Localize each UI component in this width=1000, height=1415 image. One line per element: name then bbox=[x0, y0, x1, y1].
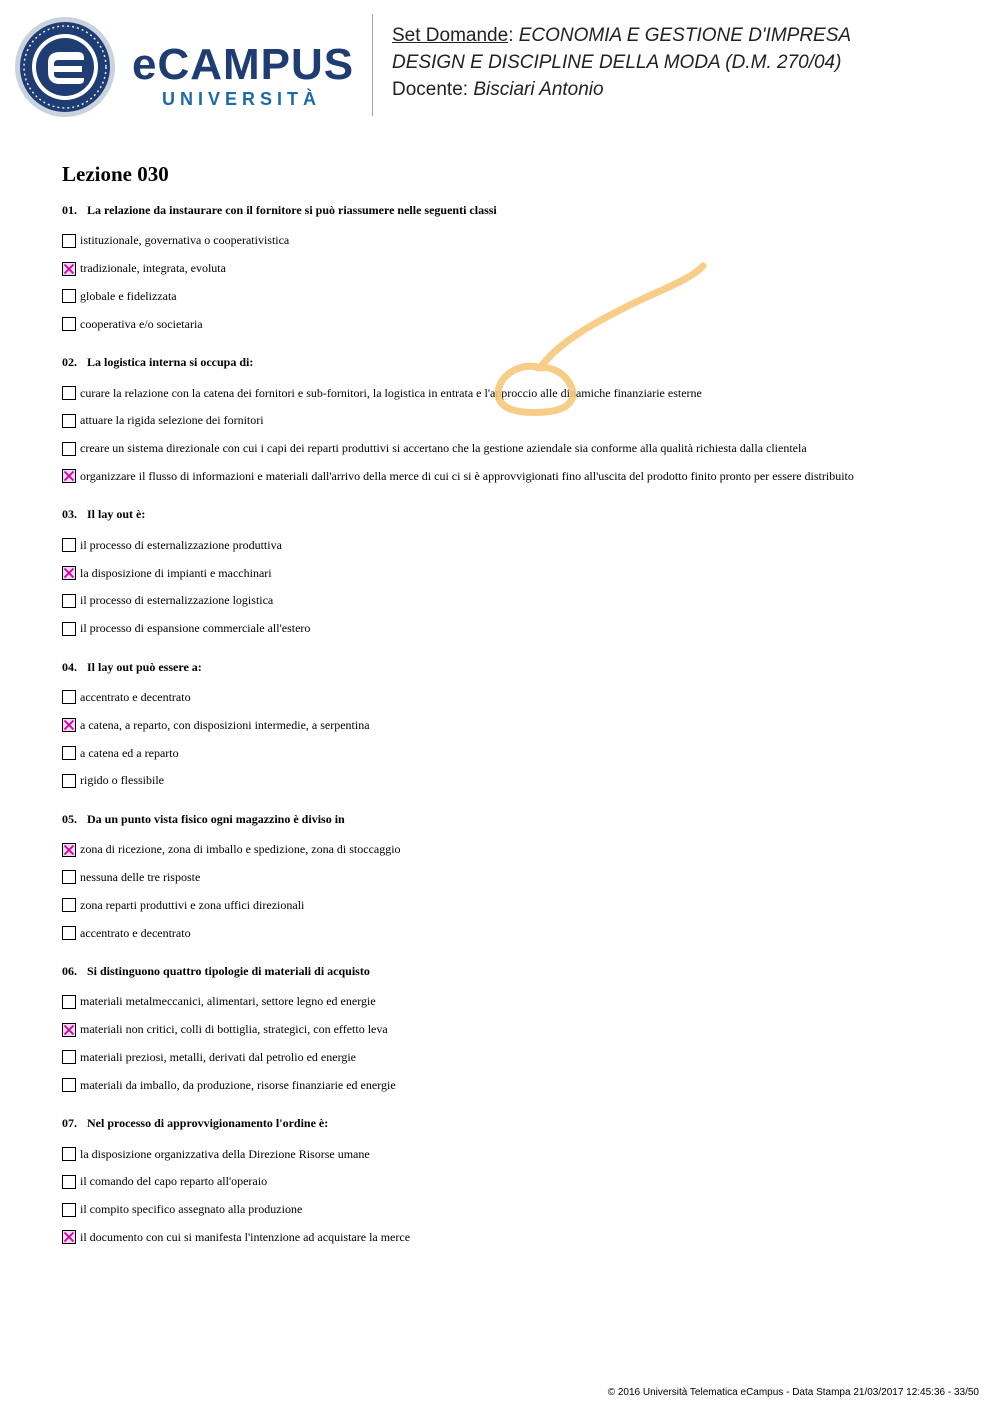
question-number: 07. bbox=[62, 1116, 77, 1131]
question-number: 05. bbox=[62, 811, 77, 826]
question-text: Il lay out può essere a: bbox=[87, 659, 202, 674]
answer-text: a catena, a reparto, con disposizioni intermedie, a serpentina bbox=[80, 717, 370, 732]
header-info bbox=[392, 22, 851, 103]
answer-text: il processo di espansione commerciale all'estero bbox=[80, 621, 311, 636]
checked-checkbox-icon[interactable] bbox=[62, 718, 76, 732]
checked-checkbox-icon[interactable] bbox=[62, 843, 76, 857]
answer-option[interactable] bbox=[62, 283, 962, 311]
answer-option[interactable] bbox=[62, 836, 962, 864]
question-number: 02. bbox=[62, 355, 77, 370]
question-title bbox=[62, 200, 962, 220]
answer-text: il comando del capo reparto all'operaio bbox=[80, 1174, 268, 1189]
question-title bbox=[62, 657, 962, 677]
answer-text: rigido o flessibile bbox=[80, 773, 164, 788]
answer-option[interactable] bbox=[62, 463, 962, 491]
answer-text: accentrato e decentrato bbox=[80, 689, 191, 704]
teacher-name: Bisciari Antonio bbox=[473, 79, 604, 100]
answer-text: materiali metalmeccanici, alimentari, settore legno ed energie bbox=[80, 994, 376, 1009]
question-number: 06. bbox=[62, 963, 77, 978]
question-block bbox=[62, 1113, 962, 1251]
page-footer: © 2016 Università Telematica eCampus - Data Stampa 21/03/2017 12:45:36 - 33/50 bbox=[607, 1387, 979, 1398]
question-text: Da un punto vista fisico ogni magazzino è diviso in bbox=[87, 811, 345, 826]
cross-mark-icon bbox=[63, 263, 75, 275]
answer-option[interactable] bbox=[62, 1224, 962, 1252]
answer-text: a catena ed a reparto bbox=[80, 745, 179, 760]
checkbox-icon[interactable] bbox=[62, 622, 76, 636]
checkbox-icon[interactable] bbox=[62, 1147, 76, 1161]
answer-option[interactable] bbox=[62, 891, 962, 919]
answer-text: tradizionale, integrata, evoluta bbox=[80, 261, 226, 276]
answer-option[interactable] bbox=[62, 379, 962, 407]
answer-text: il processo di esternalizzazione produttiva bbox=[80, 537, 282, 552]
header-line-3: Docente: Bisciari Antonio bbox=[392, 79, 604, 100]
answer-text: creare un sistema direzionale con cui i capi dei reparti produttivi si accertano che la gestione aziendale sia conforme alla qualità richiesta dalla clientela bbox=[80, 441, 807, 456]
checkbox-icon[interactable] bbox=[62, 774, 76, 788]
checkbox-icon[interactable] bbox=[62, 690, 76, 704]
answer-option[interactable] bbox=[62, 435, 962, 463]
answer-text: il processo di esternalizzazione logistica bbox=[80, 593, 274, 608]
answer-option[interactable] bbox=[62, 227, 962, 255]
question-title bbox=[62, 504, 962, 524]
answer-text: la disposizione di impianti e macchinari bbox=[80, 565, 272, 580]
answer-text: materiali da imballo, da produzione, risorse finanziarie ed energie bbox=[80, 1077, 396, 1092]
cross-mark-icon bbox=[63, 719, 75, 731]
question-block bbox=[62, 809, 962, 947]
question-block bbox=[62, 352, 962, 490]
answer-option[interactable] bbox=[62, 587, 962, 615]
answer-option[interactable] bbox=[62, 1168, 962, 1196]
answer-text: la disposizione organizzativa della Direzione Risorse umane bbox=[80, 1146, 370, 1161]
cross-mark-icon bbox=[63, 1024, 75, 1036]
answer-option[interactable] bbox=[62, 1071, 962, 1099]
answer-option[interactable] bbox=[62, 1196, 962, 1224]
answer-text: materiali non critici, colli di bottiglia, strategici, con effetto leva bbox=[80, 1022, 388, 1037]
answer-option[interactable] bbox=[62, 559, 962, 587]
question-number: 03. bbox=[62, 507, 77, 522]
checked-checkbox-icon[interactable] bbox=[62, 469, 76, 483]
page-header bbox=[0, 0, 1000, 130]
question-text: Si distinguono quattro tipologie di materiali di acquisto bbox=[87, 963, 370, 978]
answer-text: il documento con cui si manifesta l'intenzione ad acquistare la merce bbox=[80, 1229, 411, 1244]
cross-mark-icon bbox=[63, 470, 75, 482]
answer-option[interactable] bbox=[62, 739, 962, 767]
header-divider bbox=[372, 14, 373, 116]
question-list bbox=[62, 200, 962, 1265]
answer-text: zona di ricezione, zona di imballo e spedizione, zona di stoccaggio bbox=[80, 842, 401, 857]
question-title bbox=[62, 1113, 962, 1133]
checkbox-icon[interactable] bbox=[62, 995, 76, 1009]
answer-option[interactable] bbox=[62, 407, 962, 435]
checkbox-icon[interactable] bbox=[62, 442, 76, 456]
checked-checkbox-icon[interactable] bbox=[62, 1230, 76, 1244]
checkbox-icon[interactable] bbox=[62, 1078, 76, 1092]
question-text: Il lay out è: bbox=[87, 507, 146, 522]
cross-mark-icon bbox=[63, 567, 75, 579]
checkbox-icon[interactable] bbox=[62, 289, 76, 303]
question-title bbox=[62, 809, 962, 829]
question-text: La logistica interna si occupa di: bbox=[87, 355, 254, 370]
answer-option[interactable] bbox=[62, 919, 962, 947]
lesson-title: Lezione 030 bbox=[62, 162, 169, 186]
header-line-1: Set Domande: ECONOMIA E GESTIONE D'IMPRESA bbox=[392, 25, 852, 46]
checkbox-icon[interactable] bbox=[62, 1050, 76, 1064]
answer-text: materiali preziosi, metalli, derivati dal petrolio ed energie bbox=[80, 1049, 357, 1064]
question-text: Nel processo di approvvigionamento l'ordine è: bbox=[87, 1116, 329, 1131]
answer-text: zona reparti produttivi e zona uffici direzionali bbox=[80, 897, 305, 912]
checkbox-icon[interactable] bbox=[62, 926, 76, 940]
question-title bbox=[62, 352, 962, 372]
question-block bbox=[62, 961, 962, 1099]
checkbox-icon[interactable] bbox=[62, 1203, 76, 1217]
answer-option[interactable] bbox=[62, 1140, 962, 1168]
answer-text: cooperativa e/o societaria bbox=[80, 316, 203, 331]
question-number: 04. bbox=[62, 659, 77, 674]
checked-checkbox-icon[interactable] bbox=[62, 1023, 76, 1037]
teacher-label: Docente bbox=[392, 79, 463, 100]
answer-option[interactable] bbox=[62, 684, 962, 712]
cross-mark-icon bbox=[63, 1231, 75, 1243]
answer-option[interactable] bbox=[62, 767, 962, 795]
checkbox-icon[interactable] bbox=[62, 414, 76, 428]
answer-option[interactable] bbox=[62, 988, 962, 1016]
answer-option[interactable] bbox=[62, 1044, 962, 1072]
checked-checkbox-icon[interactable] bbox=[62, 262, 76, 276]
checkbox-icon[interactable] bbox=[62, 386, 76, 400]
answer-text: curare la relazione con la catena dei fornitori e sub-fornitori, la logistica in entrata e l'approccio alle dinamiche finanziarie esterne bbox=[80, 385, 702, 400]
answer-option[interactable] bbox=[62, 615, 962, 643]
course-line-2: DESIGN E DISCIPLINE DELLA MODA (D.M. 270/04) bbox=[392, 52, 842, 73]
answer-option[interactable] bbox=[62, 864, 962, 892]
question-block bbox=[62, 504, 962, 642]
checkbox-icon[interactable] bbox=[62, 234, 76, 248]
question-block bbox=[62, 657, 962, 795]
header-line-2 bbox=[392, 49, 851, 76]
logo-word: eCAMPUS bbox=[132, 40, 355, 89]
ecampus-seal-logo bbox=[14, 16, 116, 118]
checkbox-icon[interactable] bbox=[62, 746, 76, 760]
answer-option[interactable] bbox=[62, 711, 962, 739]
course-line-1: ECONOMIA E GESTIONE D'IMPRESA bbox=[518, 25, 852, 46]
answer-text: istituzionale, governativa o cooperativistica bbox=[80, 233, 290, 248]
checked-checkbox-icon[interactable] bbox=[62, 566, 76, 580]
answer-option[interactable] bbox=[62, 255, 962, 283]
checkbox-icon[interactable] bbox=[62, 594, 76, 608]
set-label: Set Domande bbox=[392, 25, 509, 46]
checkbox-icon[interactable] bbox=[62, 870, 76, 884]
logo-sub: UNIVERSITÀ bbox=[162, 89, 322, 109]
ecampus-wordmark-logo bbox=[132, 40, 357, 115]
answer-text: attuare la rigida selezione dei fornitori bbox=[80, 413, 264, 428]
question-number: 01. bbox=[62, 203, 77, 217]
checkbox-icon[interactable] bbox=[62, 898, 76, 912]
question-text: La relazione da instaurare con il fornitore si può riassumere nelle seguenti classi bbox=[87, 203, 497, 217]
answer-option[interactable] bbox=[62, 531, 962, 559]
question-title bbox=[62, 961, 962, 981]
answer-text: nessuna delle tre risposte bbox=[80, 869, 201, 884]
question-block bbox=[62, 200, 962, 338]
answer-option[interactable] bbox=[62, 310, 962, 338]
checkbox-icon[interactable] bbox=[62, 317, 76, 331]
checkbox-icon[interactable] bbox=[62, 538, 76, 552]
answer-text: globale e fidelizzata bbox=[80, 288, 177, 303]
answer-text: il compito specifico assegnato alla produzione bbox=[80, 1202, 303, 1217]
answer-text: organizzare il flusso di informazioni e materiali dall'arrivo della merce di cui ci si è approvvigionati fino all'uscita del prodotto finito pronto per essere distribuito bbox=[80, 468, 854, 483]
cross-mark-icon bbox=[63, 844, 75, 856]
answer-option[interactable] bbox=[62, 1016, 962, 1044]
answer-text: accentrato e decentrato bbox=[80, 925, 191, 940]
checkbox-icon[interactable] bbox=[62, 1175, 76, 1189]
